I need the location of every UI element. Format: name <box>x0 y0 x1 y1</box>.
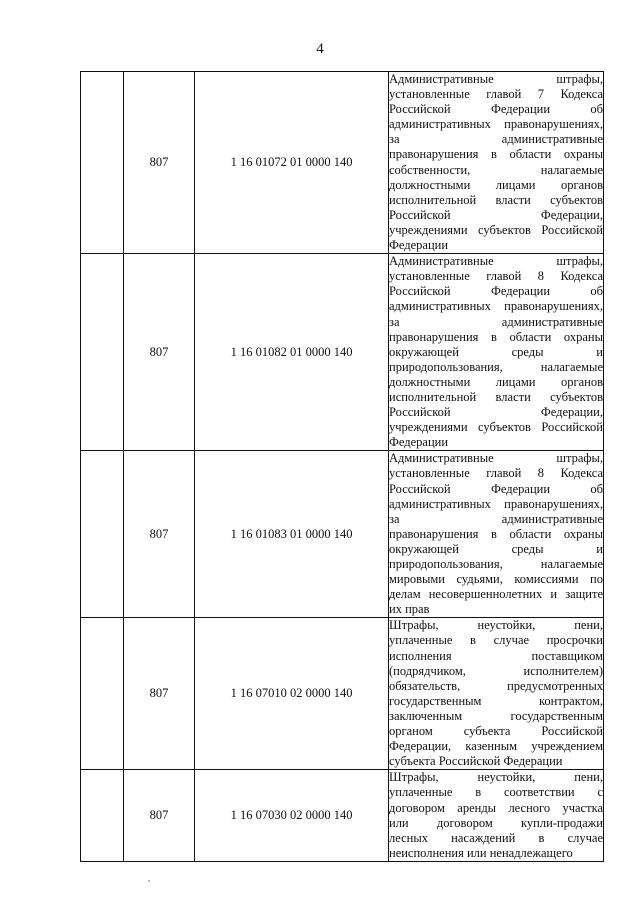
description-line: Российской Федерации, <box>389 405 603 420</box>
description-line: за административные <box>389 132 603 147</box>
scan-dot <box>148 880 150 882</box>
description-line: Российской Федерации об <box>389 481 603 496</box>
admin-code-cell: 807 <box>124 451 195 618</box>
description-line: установленные главой 8 Кодекса <box>389 466 603 481</box>
description-line: административных правонарушениях, <box>389 299 603 314</box>
kbk-code-cell: 1 16 07010 02 0000 140 <box>195 618 389 770</box>
description-line: Административные штрафы, <box>389 451 603 466</box>
description-line: Федерации <box>389 238 449 253</box>
description-line: природопользования, налагаемые <box>389 557 603 571</box>
description-line: обязательств, предусмотренных <box>389 678 603 693</box>
description-line: Российской Федерации об <box>389 284 603 299</box>
description-line: Российской Федерации об <box>389 102 603 117</box>
description-line: их прав <box>389 602 430 617</box>
kbk-code-cell: 1 16 07030 02 0000 140 <box>195 770 389 862</box>
admin-code-cell: 807 <box>124 254 195 451</box>
description-line: уплаченные в случае просрочки <box>389 633 603 648</box>
description-cell <box>389 72 604 254</box>
description-line: должностными лицами органов <box>389 177 603 192</box>
description-line: установленные главой 7 Кодекса <box>389 87 603 102</box>
admin-code-cell: 807 <box>124 72 195 254</box>
table-row <box>81 770 604 862</box>
description-line: договором аренды лесного участка <box>389 800 603 815</box>
description-line: административных правонарушениях, <box>389 117 603 132</box>
description-line: лесных насаждений в случае <box>389 830 603 845</box>
description-line: собственности, налагаемые <box>389 162 603 177</box>
description-line: природопользования, налагаемые <box>389 359 603 374</box>
kbk-code-cell: 1 16 01072 01 0000 140 <box>195 72 389 254</box>
description-line: учреждениями субъектов Российской <box>389 222 603 237</box>
description-line: учреждениями субъектов Российской <box>389 420 603 435</box>
row-number-cell <box>81 254 124 451</box>
description-line: окружающей среды и <box>389 541 603 556</box>
description-line: или договором купли-продажи <box>389 815 603 830</box>
page-number: 4 <box>316 41 324 57</box>
description-cell <box>389 451 604 618</box>
description-cell <box>389 254 604 451</box>
description-line: государственным контрактом, <box>389 693 603 708</box>
description-line: Административные штрафы, <box>389 254 603 269</box>
table-row <box>81 451 604 618</box>
description-line: за административные <box>389 314 603 329</box>
description-line: окружающей среды и <box>389 344 603 359</box>
description-line: субъекта Российской Федерации <box>389 754 563 769</box>
table-row <box>81 254 604 451</box>
description-line: делам несовершеннолетних и защите <box>389 587 603 602</box>
description-line: заключенным государственным <box>389 708 603 723</box>
table-row <box>81 72 604 254</box>
description-line: за административные <box>389 511 603 526</box>
description-line: исполнения поставщиком <box>389 648 603 663</box>
description-line: Штрафы, неустойки, пени, <box>389 770 603 785</box>
row-number-cell <box>81 618 124 770</box>
description-line: (подрядчиком, исполнителем) <box>389 663 603 678</box>
description-line: Федерации <box>389 435 449 450</box>
description-line: мировыми судьями, комиссиями по <box>389 572 603 587</box>
kbk-code-cell: 1 16 01083 01 0000 140 <box>195 451 389 618</box>
row-number-cell <box>81 770 124 862</box>
revenue-codes-table <box>80 71 604 862</box>
admin-code-cell: 807 <box>124 770 195 862</box>
description-cell <box>389 618 604 770</box>
description-line: правонарушения в области охраны <box>389 526 603 541</box>
description-line: Административные штрафы, <box>389 72 603 86</box>
table-row <box>81 618 604 770</box>
description-line: неисполнения или ненадлежащего <box>389 845 573 860</box>
description-line: установленные главой 8 Кодекса <box>389 269 603 284</box>
description-line: правонарушения в области охраны <box>389 147 603 162</box>
description-line: исполнительной власти субъектов <box>389 192 603 207</box>
row-number-cell <box>81 72 124 254</box>
description-line: уплаченные в соответствии с <box>389 785 603 800</box>
description-line: органом субъекта Российской <box>389 724 603 739</box>
description-line: правонарушения в области охраны <box>389 329 603 344</box>
description-line: Штрафы, неустойки, пени, <box>389 618 603 633</box>
description-line: Федерации, казенным учреждением <box>389 739 603 754</box>
description-line: административных правонарушениях, <box>389 496 603 511</box>
admin-code-cell: 807 <box>124 618 195 770</box>
row-number-cell <box>81 451 124 618</box>
description-cell <box>389 770 604 862</box>
kbk-code-cell: 1 16 01082 01 0000 140 <box>195 254 389 451</box>
description-line: исполнительной власти субъектов <box>389 389 603 404</box>
description-line: Российской Федерации, <box>389 207 603 222</box>
description-line: должностными лицами органов <box>389 374 603 389</box>
